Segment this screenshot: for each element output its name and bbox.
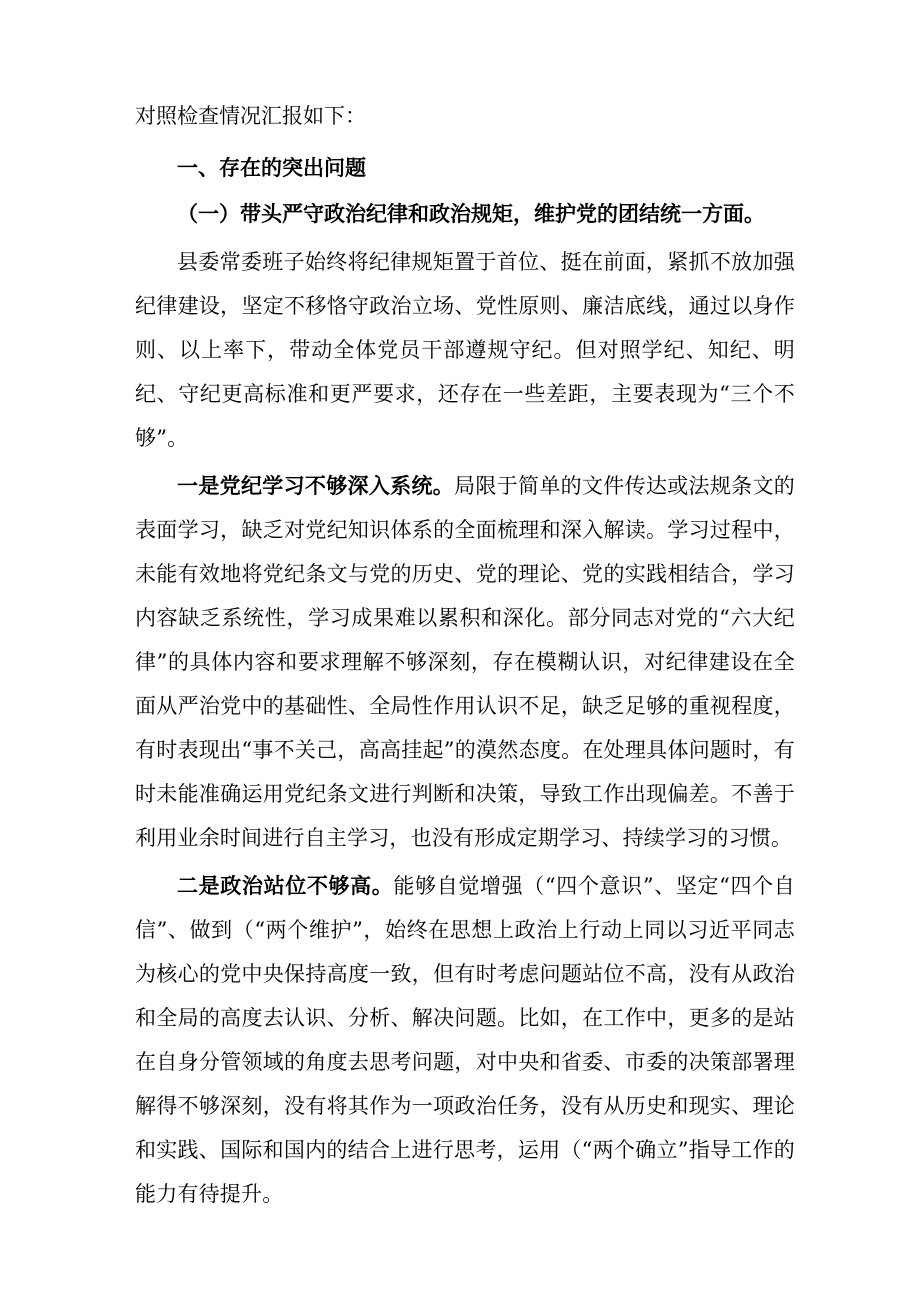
intro-line: 对照检查情况汇报如下：: [135, 104, 366, 128]
paragraph-3-body: 能够自觉增强（“四个意识”、坚定“四个自信”、做到（“两个维护”，始终在思想上政治上行动上同以习近平同志为核心的党中央保持高度一致，但有时考虑问题站位不高，没有从政治和全局的高度去认识、分析、解决问题。比如，在工作中，更多的是站在自身分管领域的角度去思考问题，对中央和省委、市委的决策部署理解得不够深刻，没有将其作为一项政治任务，没有从历史和现实、理论和实践、国际和国内的结合上进行思考，运用（“两个确立”指导工作的能力有待提升。: [135, 874, 795, 1206]
paragraph-2-body: 局限于简单的文件传达或法规条文的表面学习，缺乏对党纪知识体系的全面梳理和深入解读。学习过程中，未能有效地将党纪条文与党的历史、党的理论、党的实践相结合，学习内容缺乏系统性，学习成果难以累积和深化。部分同志对党的“六大纪律”的具体内容和要求理解不够深刻，存在模糊认识，对纪律建设在全面从严治党中的基础性、全局性作用认识不足，缺乏足够的重视程度，有时表现出“事不关己，高高挂起”的漠然态度。在处理具体问题时，有时未能准确运用党纪条文进行判断和决策，导致工作出现偏差。不善于利用业余时间进行自主学习，也没有形成定期学习、持续学习的习惯。: [135, 474, 795, 850]
paragraph-1: 县委常委班子始终将纪律规矩置于首位、挺在前面，紧抓不放加强纪律建设，坚定不移恪守政治立场、党性原则、廉洁底线，通过以身作则、以上率下，带动全体党员干部遵规守纪。但对照学纪、知纪、明纪、守纪更高标准和更严要求，还存在一些差距，主要表现为“三个不够”。: [135, 250, 795, 450]
subsection-heading: （一）带头严守政治纪律和政治规矩，维护党的团结统一方面。: [177, 201, 765, 226]
section-heading: 一、存在的突出问题: [177, 155, 366, 180]
paragraph-3: [135, 864, 795, 1216]
paragraph-3-lead: 二是政治站位不够高。: [177, 873, 394, 898]
paragraph-2-lead: 一是党纪学习不够深入系统。: [177, 473, 455, 498]
paragraph-2: [135, 464, 795, 860]
document-body: [135, 94, 795, 1216]
